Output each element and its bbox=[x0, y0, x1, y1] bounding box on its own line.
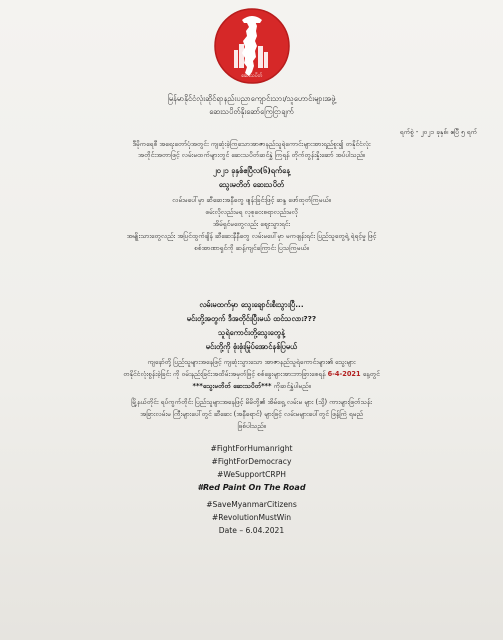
hashtag-crph: #WeSupportCRPH bbox=[217, 470, 286, 479]
hashtag-save-citizens: #SaveMyanmarCitizens bbox=[206, 500, 297, 509]
call-line-2-suffix: နေ့တွင် bbox=[362, 370, 380, 378]
document-date: Date – 6.04.2021 bbox=[218, 526, 285, 535]
call-line-1: ကျနော်တို့ ပြည်သူများအနေဖြင့် ကျဆုံးသွားသော အာဇာနည်သူရဲကောင်းများ၏ သွေးများ bbox=[147, 358, 356, 366]
event-date: ၂၀၂၁ ခုနှစ်ဧပြီလ(၆)ရက်နေ့ bbox=[212, 166, 291, 175]
intro-line-1: ဒီမိုကရေစီ အရေးတော်ပုံအတွင်း ကျဆုံးခဲ့ကြသောအာဇာနည်သူရဲကောင်းများအားရည်စူး၍ တနိုင်ငံလုံး bbox=[132, 140, 371, 148]
slogan-3: သူရဲကောင်းတို့သွေးတွေနဲ့ bbox=[218, 328, 285, 337]
event-date-highlight: 6-4-2021 bbox=[327, 370, 361, 378]
hashtag-democracy: #FightForDemocracy bbox=[211, 457, 292, 466]
call-line-3 bbox=[0, 382, 503, 392]
poem-line-4: အမျိုးသားတွေလည်း အပြင်ထွက်ချိန် ဆီဆေးနီနီတွေ လမ်းမပေါ်မှာ မကဖျန်းရင်း ပြည်သူတွေရဲ့ ရဲရင့်မှု ဖြင့် bbox=[126, 232, 377, 240]
slogan-4: မင်းတို့ကို စုံးစုံးမြုပ်အောင်နစ်ပြမယ် bbox=[205, 342, 298, 351]
intro-line-2: အတိုင်းအတာဖြင့် လမ်းမထက်များတွင် ဆေးသပိတ်ဆင်နွှဲ ကြရန် တိုက်တွန်းနှိုးဆော် အပ်ပါသည်။ bbox=[138, 151, 365, 159]
hashtag-red-paint: #Red Paint On The Road bbox=[197, 483, 306, 492]
poem-line-3: အိမ်ရှင်မတွေလည်း ဈေးသွားရင်း bbox=[212, 220, 291, 228]
call-line-6: ဖြစ်ပါသည်။ bbox=[237, 422, 266, 430]
announcement-title: ဆေးသပိတ်နိုးဆော်ကြေငြာချက် bbox=[209, 107, 294, 116]
logo-emblem-icon bbox=[212, 6, 292, 86]
call-line-3-suffix: ကိုဆင်နွှဲပါမည်။ bbox=[273, 382, 311, 390]
event-name: သွေးမတိတ် ဆေးသပိတ် bbox=[218, 180, 285, 189]
call-line-2-text: တနိုင်ငံလုံးစွန်းခဲ့ခြင်း ကို ဝမ်းနည်းခြင်းအထိမ်းအမှတ်ဖြင့် စစ်ခွေးများအားဘာခြားစေရန် bbox=[123, 370, 326, 378]
slogan-2: မင်းတို့အတွက် ဒီအတိုင်းပြီးမယ် ထင်သလား??? bbox=[186, 314, 317, 323]
logo-caption: ဆေးသပိတ် bbox=[241, 73, 263, 79]
hashtag-humanright: #FightForHumanright bbox=[210, 444, 293, 453]
campaign-name-highlight: ***သွေးမတိတ် ဆေးသပိတ်*** bbox=[192, 382, 272, 390]
call-line-2 bbox=[0, 370, 503, 380]
hashtag-revolution: #RevolutionMustWin bbox=[211, 513, 292, 522]
call-line-4: မြို့နယ်တိုင်း ရပ်ကွက်တိုင်း ပြည်သူများအနေဖြင့် မိမိတို့၏ အိမ်ရှေ့ လမ်းမ များ (သို့) ကားများဖြတ်သန်း bbox=[131, 398, 372, 406]
call-line-5: အခြားလမ်းမ ကြီးများပေါ်တွင် ဆီဆေး (အနီရောင်) များဖြင့် လမ်းမများပေါ်တွင် ဖြန့်ကြဲ ရမည် bbox=[140, 410, 363, 418]
date-line: ရက်စွဲ - ၂၀၂၁ ခုနှစ်၊ ဧပြီ ၅ ရက် bbox=[399, 128, 477, 136]
poem-line-5: စစ်အာဏာရှင်ကို ဆန့်ကျင်ကြောင်း ပြသကြမယ်။ bbox=[194, 244, 309, 252]
organization-logo bbox=[212, 6, 292, 86]
slogan-1: လမ်းမထက်မှာ သွေးချောင်းစီးသွားပြီ... bbox=[199, 300, 304, 309]
poem-line-1: လမ်းမပေါ်မှာ ဆီဆေးအနီတွေ ဖျန်းခြင်းဖြင့် ဆန္ဒ ဖော်ထုတ်ကြမယ်။ bbox=[172, 196, 331, 204]
poem-line-2: ဖမ်းလိုလည်းမရ လုစုဝေးစရာလည်းမလို bbox=[205, 208, 298, 216]
org-title: မြန်မာနိုင်ငံလုံးဆိုင်ရာနည်းပညာကျောင်းသား/သူဟောင်းများအဖွဲ့ bbox=[167, 94, 336, 103]
